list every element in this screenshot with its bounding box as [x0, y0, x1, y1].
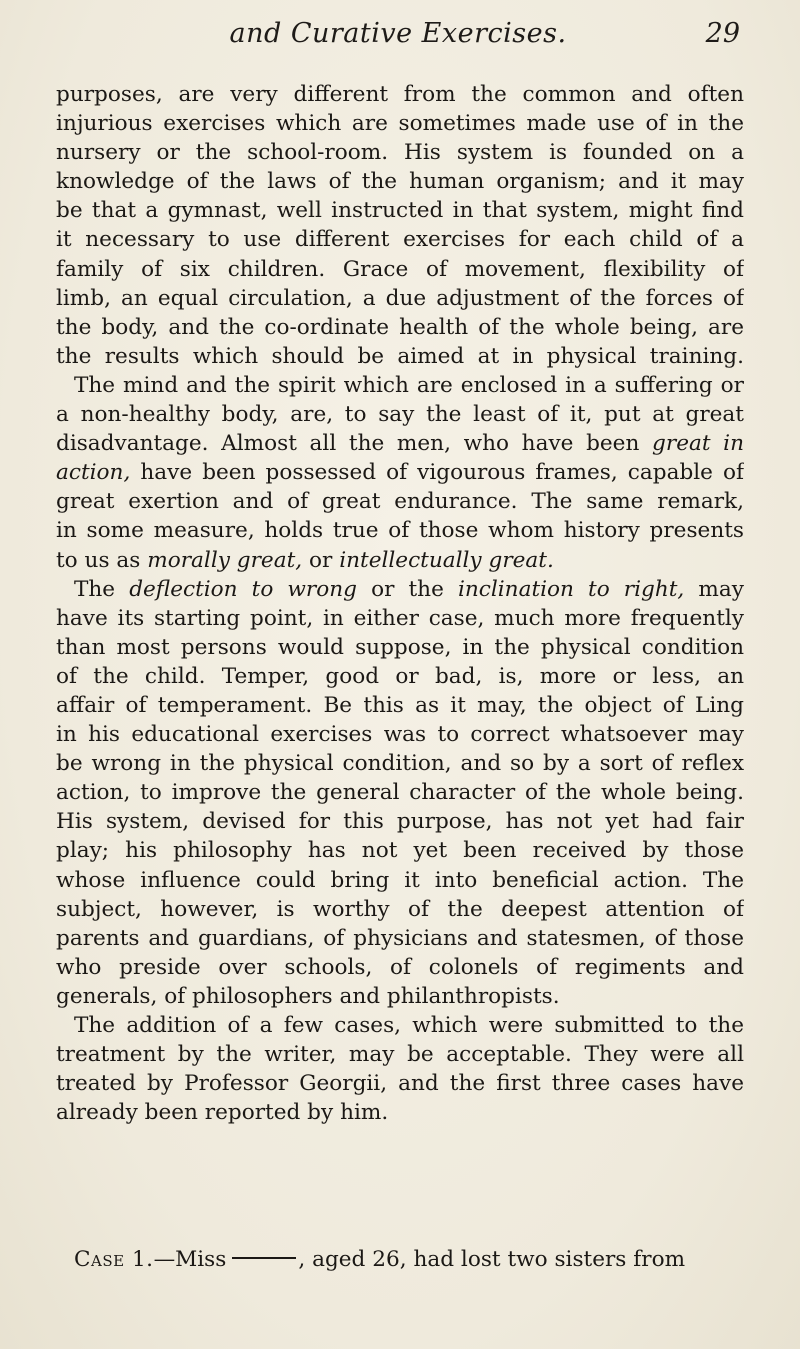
text-segment: disadvantage. Almost all the men, who have been	[56, 431, 640, 457]
text-line: The addition of a few cases, which were submitted to the	[74, 1013, 744, 1038]
text-line: subject, however, is worthy of the deepest attention of	[56, 896, 744, 922]
text-line: than most persons would suppose, in the physical condition	[56, 634, 744, 660]
text-line: parents and guardians, of physicians and statesmen, of those	[56, 925, 744, 951]
text-line: already been reported by him.	[56, 1100, 389, 1126]
text-line: of the child. Temper, good or bad, is, more or less, an	[56, 663, 744, 689]
text-line: affair of temperament. Be this as it may, the object of Ling	[56, 692, 744, 718]
text-segment: to us as	[56, 547, 141, 573]
text-line: The mind and the spirit which are enclosed in a suffering or	[74, 372, 744, 398]
text-line: action, to improve the general character of the whole being.	[56, 780, 744, 806]
text-segment: may	[698, 576, 744, 602]
text-line: great exertion and of great endurance. The same remark,	[56, 489, 744, 515]
text-line: treated by Professor Georgii, and the first three cases have	[56, 1071, 744, 1097]
text-line: purposes, are very different from the common and often	[56, 82, 744, 107]
text-line: who preside over schools, of colonels of regiments and	[56, 954, 744, 980]
italic-phrase: morally great,	[147, 547, 303, 573]
text-line: nursery or the school-room. His system is founded on a	[56, 140, 744, 166]
text-line: whose influence could bring it into beneficial action. The	[56, 867, 744, 893]
case-name: —Miss	[153, 1247, 227, 1272]
text-segment: have been possessed of vigourous frames, capable of	[140, 460, 744, 486]
text-line: the results which should be aimed at in physical training.	[56, 343, 744, 369]
text-line: generals, of philosophers and philanthropists.	[56, 983, 560, 1009]
name-blank-dash	[232, 1257, 296, 1259]
text-line: be that a gymnast, well instructed in that system, might find	[56, 198, 744, 224]
text-line: knowledge of the laws of the human organism; and it may	[56, 169, 744, 195]
text-segment: or	[309, 547, 333, 573]
text-line: limb, an equal circulation, a due adjustment of the forces of	[56, 285, 744, 311]
text-line: be wrong in the physical condition, and so by a sort of reflex	[56, 751, 744, 777]
text-line: play; his philosophy has not yet been received by those	[56, 838, 744, 864]
italic-phrase: great in	[652, 431, 744, 457]
text-line	[56, 546, 744, 575]
text-line: in some measure, holds true of those whom history presents	[56, 518, 744, 544]
text-line: in his educational exercises was to correct whatsoever may	[56, 722, 744, 748]
text-line: a non-healthy body, are, to say the least of it, put at great	[56, 402, 744, 428]
text-line: treatment by the writer, may be acceptable. They were all	[56, 1042, 744, 1068]
text-line: have its starting point, in either case, much more frequently	[56, 605, 744, 631]
text-line	[56, 429, 744, 458]
italic-phrase: intellectually great.	[339, 547, 554, 573]
text-line: it necessary to use different exercises for each child of a	[56, 227, 744, 253]
text-segment: or the	[371, 576, 444, 602]
text-line: His system, devised for this purpose, has not yet had fair	[56, 809, 744, 835]
case-heading-line	[74, 1245, 742, 1274]
text-line: the body, and the co-ordinate health of the whole being, are	[56, 314, 744, 340]
case-text: , aged 26, had lost two sisters from	[298, 1247, 686, 1272]
italic-phrase: action,	[56, 460, 131, 486]
case-label: Case 1.	[74, 1247, 154, 1272]
running-header	[56, 18, 740, 58]
text-line	[56, 575, 744, 604]
body-text	[56, 80, 744, 1127]
text-line: injurious exercises which are sometimes made use of in the	[56, 111, 744, 137]
italic-phrase: deflection to wrong	[129, 576, 357, 602]
text-segment: The	[74, 576, 116, 602]
italic-phrase: inclination to right,	[457, 576, 685, 602]
text-line	[56, 458, 744, 487]
page-number: 29	[705, 18, 740, 49]
text-line: family of six children. Grace of movement, flexibility of	[56, 256, 744, 282]
running-title: and Curative Exercises.	[229, 18, 567, 49]
